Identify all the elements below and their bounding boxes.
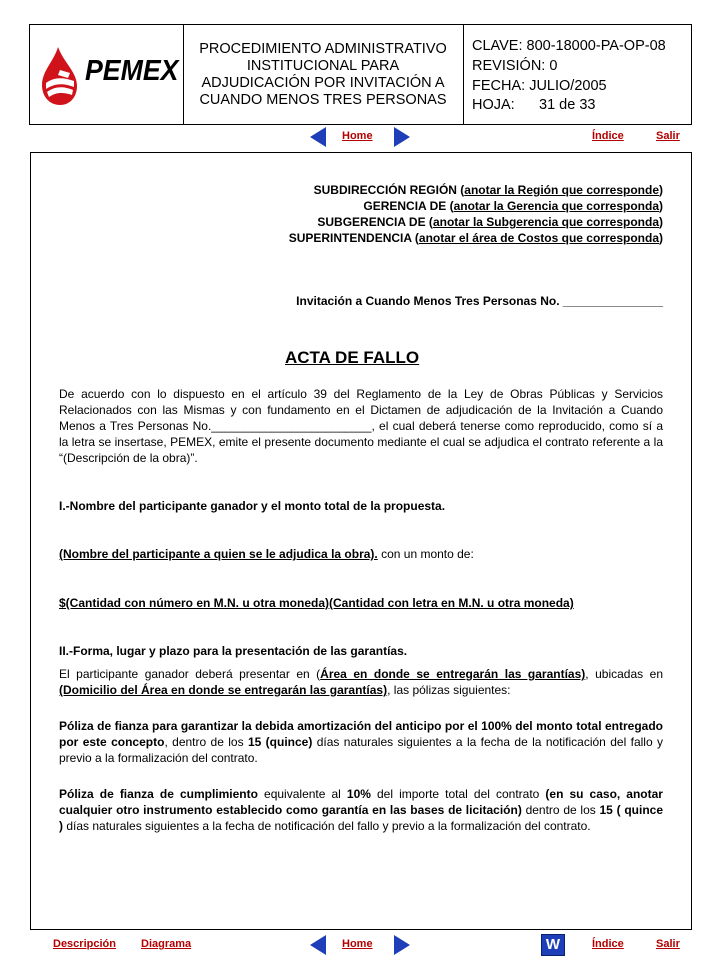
revision: REVISIÓN: 0 bbox=[472, 58, 558, 74]
subgerencia-line bbox=[60, 214, 663, 230]
acta-title: ACTA DE FALLO bbox=[285, 348, 420, 367]
paragraph-anticipo bbox=[59, 718, 663, 766]
poliza-anticipo: Póliza de fianza para garantizar la debida amortización del anticipo por el 100% del monto total entregado por este concepto bbox=[59, 719, 663, 749]
home-link[interactable]: Home bbox=[342, 938, 373, 950]
hoja-value: 31 de 33 bbox=[539, 97, 596, 113]
area-placeholder: Área en donde se entregarán las garantías) bbox=[320, 667, 586, 681]
subdireccion-label: SUBDIRECCIÓN REGIÓN ( bbox=[313, 183, 465, 197]
plazo-cumplimiento: 15 ( quince ) bbox=[59, 803, 663, 833]
hoja-label: HOJA: bbox=[472, 97, 515, 113]
diagrama-link[interactable]: Diagrama bbox=[141, 938, 192, 950]
paragraph-intro: De acuerdo con lo dispuesto en el artículo 39 del Reglamento de la Ley de Obras Públicas y Servicios Relacionados con las Mismas y con fundamento en el Dictamen de adjudicación de la Invitación a Cuando Menos a Tres Personas No.________________________, el cual deberá tenerse como reproducido, como sí a la letra se insertase, PEMEX, emite el presente documento mediante el cual se adjudica el contrato referente a la “(Descripción de la obra)”. bbox=[59, 387, 663, 465]
fecha: FECHA: JULIO/2005 bbox=[472, 78, 607, 94]
p2-text-a: El participante ganador deberá presentar en ( bbox=[59, 667, 321, 681]
home-link[interactable]: Home bbox=[342, 130, 373, 142]
superintendencia-line bbox=[60, 230, 663, 246]
salir-link[interactable]: Salir bbox=[656, 130, 680, 142]
close-paren: ) bbox=[659, 231, 663, 245]
gerencia-line bbox=[60, 198, 663, 214]
descripcion-link[interactable]: Descripción bbox=[53, 938, 116, 950]
document-title bbox=[183, 25, 464, 124]
next-arrow-icon[interactable] bbox=[394, 935, 410, 955]
logo-text: PEMEX bbox=[85, 55, 179, 87]
p3-text-e: días naturales siguientes a la fecha de la notificación del fallo y previo a la formalización del contrato. bbox=[59, 735, 663, 765]
gerencia-label: GERENCIA DE ( bbox=[363, 199, 454, 213]
title-line-4: CUANDO MENOS TRES PERSONAS bbox=[199, 91, 447, 108]
title-line-3: ADJUDICACIÓN POR INVITACIÓN A bbox=[201, 74, 445, 91]
ganador-line bbox=[59, 546, 663, 562]
next-arrow-icon[interactable] bbox=[394, 127, 410, 147]
p4-text-b: equivalente al bbox=[257, 787, 347, 801]
subdireccion-line bbox=[60, 182, 663, 198]
superintendencia-placeholder: anotar el área de Costos que corresponda bbox=[418, 231, 659, 245]
previous-arrow-icon[interactable] bbox=[310, 935, 326, 955]
subgerencia-label: SUBGERENCIA DE ( bbox=[317, 215, 433, 229]
indice-link[interactable]: Índice bbox=[592, 130, 624, 142]
previous-arrow-icon[interactable] bbox=[310, 127, 326, 147]
nombre-placeholder: (Nombre del participante a quien se le adjudica la obra). bbox=[59, 547, 378, 561]
p4-text-f: dentro de los bbox=[521, 803, 600, 817]
porcentaje: 10% bbox=[346, 787, 371, 801]
p4-text-h: días naturales siguientes a la fecha de notificación del fallo y previo a la formalización del contrato. bbox=[63, 819, 591, 833]
clave: CLAVE: 800-18000-PA-OP-08 bbox=[472, 38, 666, 54]
title-line-2: INSTITUCIONAL PARA bbox=[246, 57, 400, 74]
close-paren: ) bbox=[659, 183, 663, 197]
p3-text-c: , dentro de los bbox=[164, 735, 248, 749]
word-document-icon[interactable]: W bbox=[541, 934, 565, 956]
salir-link[interactable]: Salir bbox=[656, 938, 680, 950]
title-line-1: PROCEDIMIENTO ADMINISTRATIVO bbox=[199, 40, 447, 57]
section-heading-2: II.-Forma, lugar y plazo para la presentación de las garantías. bbox=[59, 644, 408, 658]
p2-text-c: , ubicadas en bbox=[585, 667, 664, 681]
document-header bbox=[29, 24, 692, 125]
close-paren: ) bbox=[659, 199, 663, 213]
monto-label: con un monto de: bbox=[377, 547, 474, 561]
otro-instrumento: (en su caso, anotar cualquier otro instrumento establecido como garantía en las bases de licitación) bbox=[59, 787, 663, 817]
cantidad-placeholder: $(Cantidad con número en M.N. u otra moneda)(Cantidad con letra en M.N. u otra moneda) bbox=[59, 596, 574, 610]
section-heading-1: I.-Nombre del participante ganador y el monto total de la propuesta. bbox=[59, 499, 446, 513]
p2-text-e: , las pólizas siguientes: bbox=[387, 683, 511, 697]
subdireccion-placeholder: anotar la Región que corresponde bbox=[464, 183, 659, 197]
paragraph-garantias bbox=[59, 666, 663, 698]
domicilio-placeholder: (Domicilio del Área en donde se entregarán las garantías) bbox=[59, 683, 388, 697]
subgerencia-placeholder: anotar la Subgerencia que corresponda bbox=[432, 215, 659, 229]
invitacion-number: Invitación a Cuando Menos Tres Personas No. _______________ bbox=[296, 294, 663, 308]
logo-cell bbox=[30, 25, 184, 124]
close-paren: ) bbox=[659, 215, 663, 229]
paragraph-cumplimiento bbox=[59, 786, 663, 834]
document-metadata bbox=[464, 25, 692, 124]
plazo-anticipo: 15 (quince) bbox=[247, 735, 313, 749]
gerencia-placeholder: anotar la Gerencia que corresponda bbox=[453, 199, 659, 213]
p4-text-d: del importe total del contrato bbox=[370, 787, 546, 801]
indice-link[interactable]: Índice bbox=[592, 938, 624, 950]
superintendencia-label: SUPERINTENDENCIA ( bbox=[288, 231, 419, 245]
poliza-cumplimiento: Póliza de fianza de cumplimiento bbox=[59, 787, 258, 801]
